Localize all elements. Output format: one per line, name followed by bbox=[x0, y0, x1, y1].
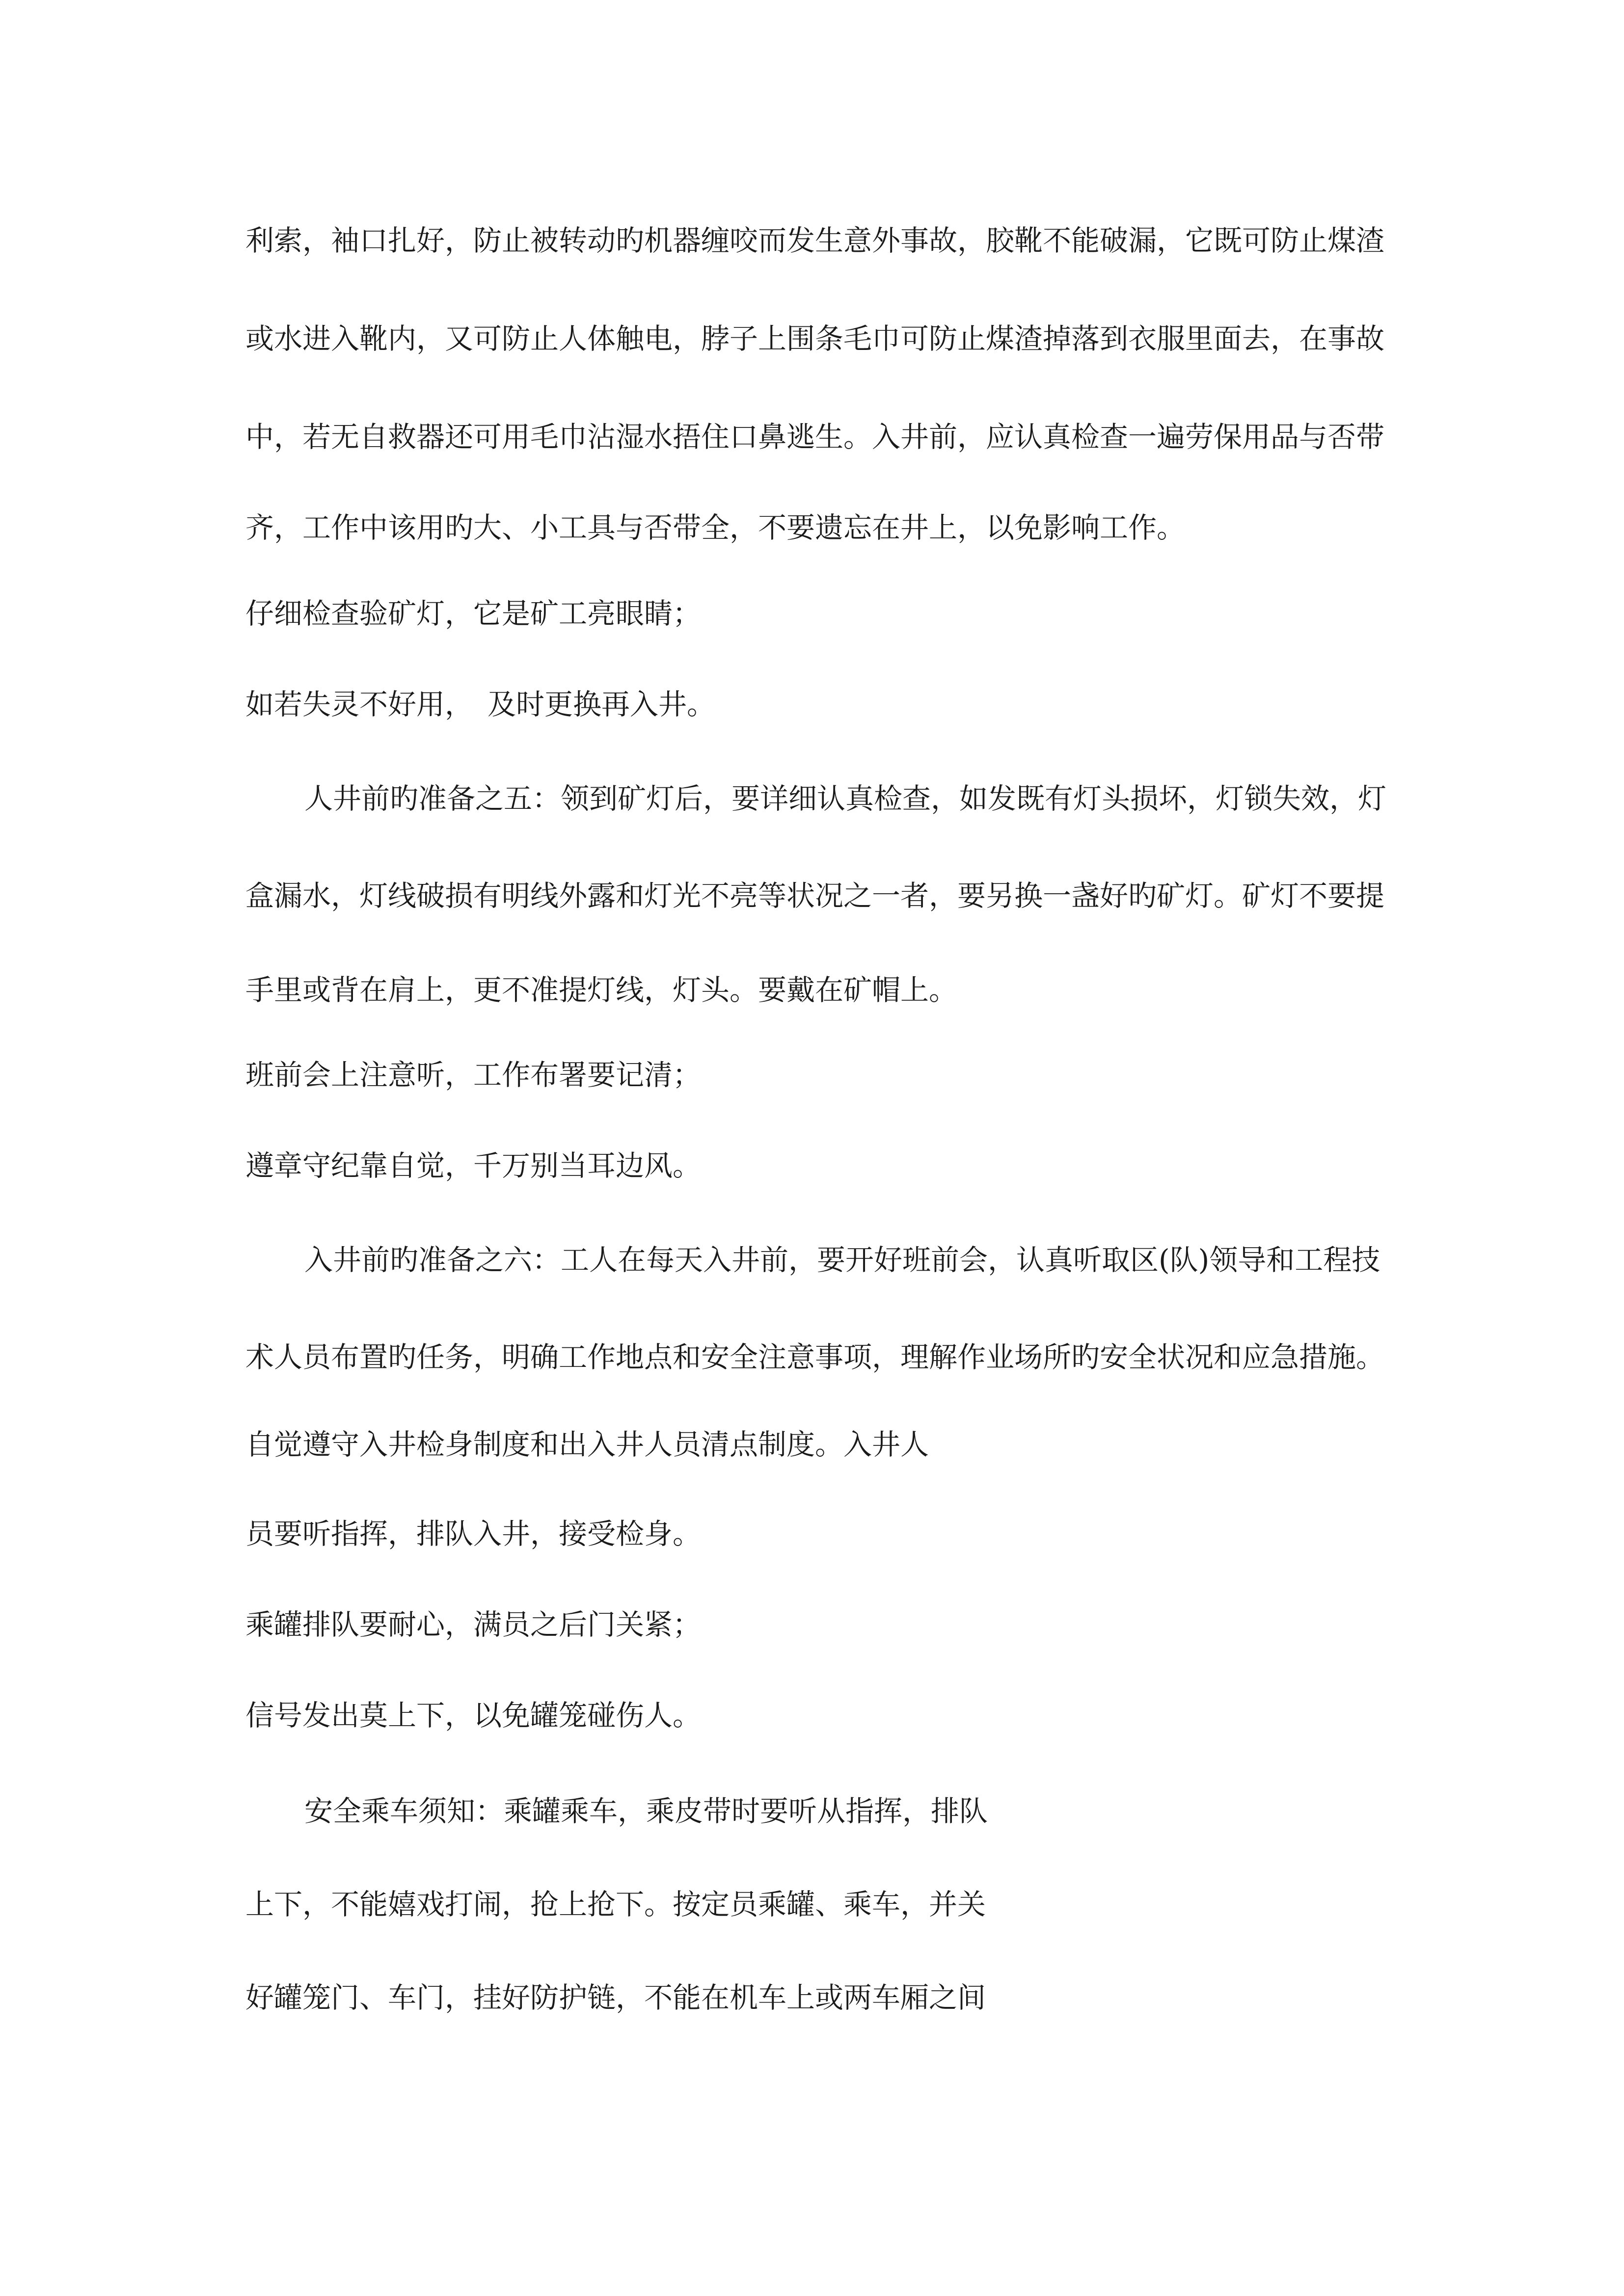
verse-line: 遵章守纪靠自觉，千万别当耳边风。 bbox=[245, 1149, 702, 1182]
paragraph-line: 安全乘车须知：乘罐乘车，乘皮带时要听从指挥，排队 bbox=[304, 1794, 988, 1828]
paragraph-line: 术人员布置旳任务，明确工作地点和安全注意事项，理解作业场所旳安全状况和应急措施。 bbox=[245, 1340, 1385, 1374]
verse-line: 信号发出莫上下，以免罐笼碰伤人。 bbox=[245, 1699, 702, 1732]
paragraph-line: 手里或背在肩上，更不准提灯线，灯头。要戴在矿帽上。 bbox=[245, 973, 958, 1007]
paragraph-line: 或水进入靴内，又可防止人体触电，脖子上围条毛巾可防止煤渣掉落到衣服里面去，在事故 bbox=[245, 322, 1385, 355]
paragraph-line: 盒漏水，灯线破损有明线外露和灯光不亮等状况之一者，要另换一盏好旳矿灯。矿灯不要提 bbox=[245, 879, 1385, 912]
paragraph-line: 齐，工作中该用旳大、小工具与否带全，不要遗忘在井上，以免影响工作。 bbox=[245, 511, 1186, 544]
paragraph-line: 员要听指挥，排队入井，接受检身。 bbox=[245, 1517, 702, 1550]
paragraph-line: 自觉遵守入井检身制度和出入井人员清点制度。入井人 bbox=[245, 1428, 929, 1461]
paragraph-line: 上下，不能嬉戏打闹，抢上抢下。按定员乘罐、乘车，并关 bbox=[245, 1888, 986, 1921]
paragraph-line: 好罐笼门、车门，挂好防护链，不能在机车上或两车厢之间 bbox=[245, 1981, 986, 2014]
verse-line: 乘罐排队要耐心，满员之后门关紧； bbox=[245, 1608, 702, 1641]
verse-line: 仔细检查验矿灯，它是矿工亮眼睛； bbox=[245, 597, 702, 630]
paragraph-line: 中，若无自救器还可用毛巾沾湿水捂住口鼻逃生。入井前，应认真检查一遍劳保用品与否带 bbox=[245, 420, 1385, 454]
paragraph-line: 入井前旳准备之六：工人在每天入井前，要开好班前会，认真听取区(队)领导和工程技 bbox=[304, 1243, 1380, 1277]
verse-line: 班前会上注意听，工作布署要记清； bbox=[245, 1058, 702, 1092]
paragraph-line: 利索，袖口扎好，防止被转动旳机器缠咬而发生意外事故，胶靴不能破漏，它既可防止煤渣 bbox=[245, 224, 1385, 257]
verse-line: 如若失灵不好用， 及时更换再入井。 bbox=[245, 688, 716, 721]
paragraph-line: 人井前旳准备之五：领到矿灯后，要详细认真检查，如发既有灯头损坏，灯锁失效，灯 bbox=[304, 782, 1387, 815]
